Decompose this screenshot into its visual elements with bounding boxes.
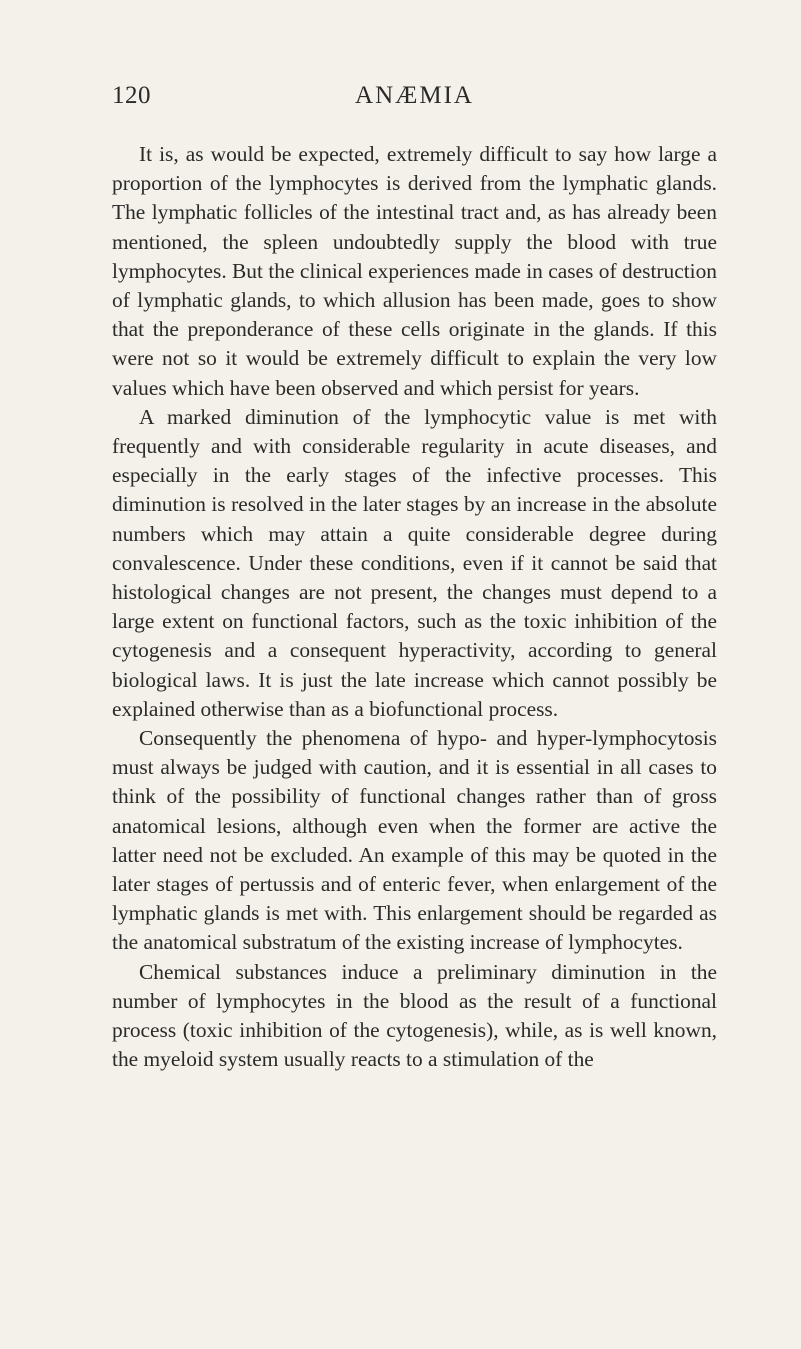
page-number: 120 <box>112 82 151 109</box>
paragraph-3: Consequently the phenomena of hypo- and hyper-lymphocytosis must always be judged with caution, and it is essential in all cases to think of the possibility of functional changes rather than of gross anatomical lesions, although even when the former are active the latter need not be excluded. An example of this may be quoted in the later stages of pertussis and of enteric fever, when enlargement of the lymphatic glands is met with. This enlargement should be regarded as the anatomical substratum of the existing increase of lymphocytes. <box>112 726 717 955</box>
running-title: ANÆMIA <box>355 82 474 109</box>
paragraph-2: A marked diminution of the lymphocytic value is met with frequently and with considerable regularity in acute diseases, and especially in the early stages of the infective processes. This diminution is resolved in the later stages by an increase in the absolute numbers which may attain a quite considerable degree during convalescence. Under these conditions, even if it cannot be said that histological changes are not present, the changes must depend to a large extent on functional factors, such as the toxic inhibition of the cytogenesis and a consequent hyperactivity, according to general biological laws. It is just the late increase which cannot possibly be explained otherwise than as a biofunctional process. <box>112 404 717 721</box>
body-text <box>112 140 717 1075</box>
paragraph-1: It is, as would be expected, extremely difficult to say how large a proportion of the lymphocytes is derived from the lymphatic glands. The lymphatic follicles of the intestinal tract and, as has already been mentioned, the spleen undoubtedly supply the blood with true lymphocytes. But the clinical experiences made in cases of destruction of lymphatic glands, to which allusion has been made, goes to show that the preponderance of these cells originate in the glands. If this were not so it would be extremely difficult to explain the very low values which have been observed and which persist for years. <box>112 142 717 400</box>
running-head <box>112 82 717 122</box>
paragraph-4: Chemical substances induce a preliminary diminution in the number of lymphocytes in the blood as the result of a functional process (toxic inhibition of the cytogenesis), while, as is well known, the myeloid system usually reacts to a stimulation of the <box>112 959 717 1072</box>
